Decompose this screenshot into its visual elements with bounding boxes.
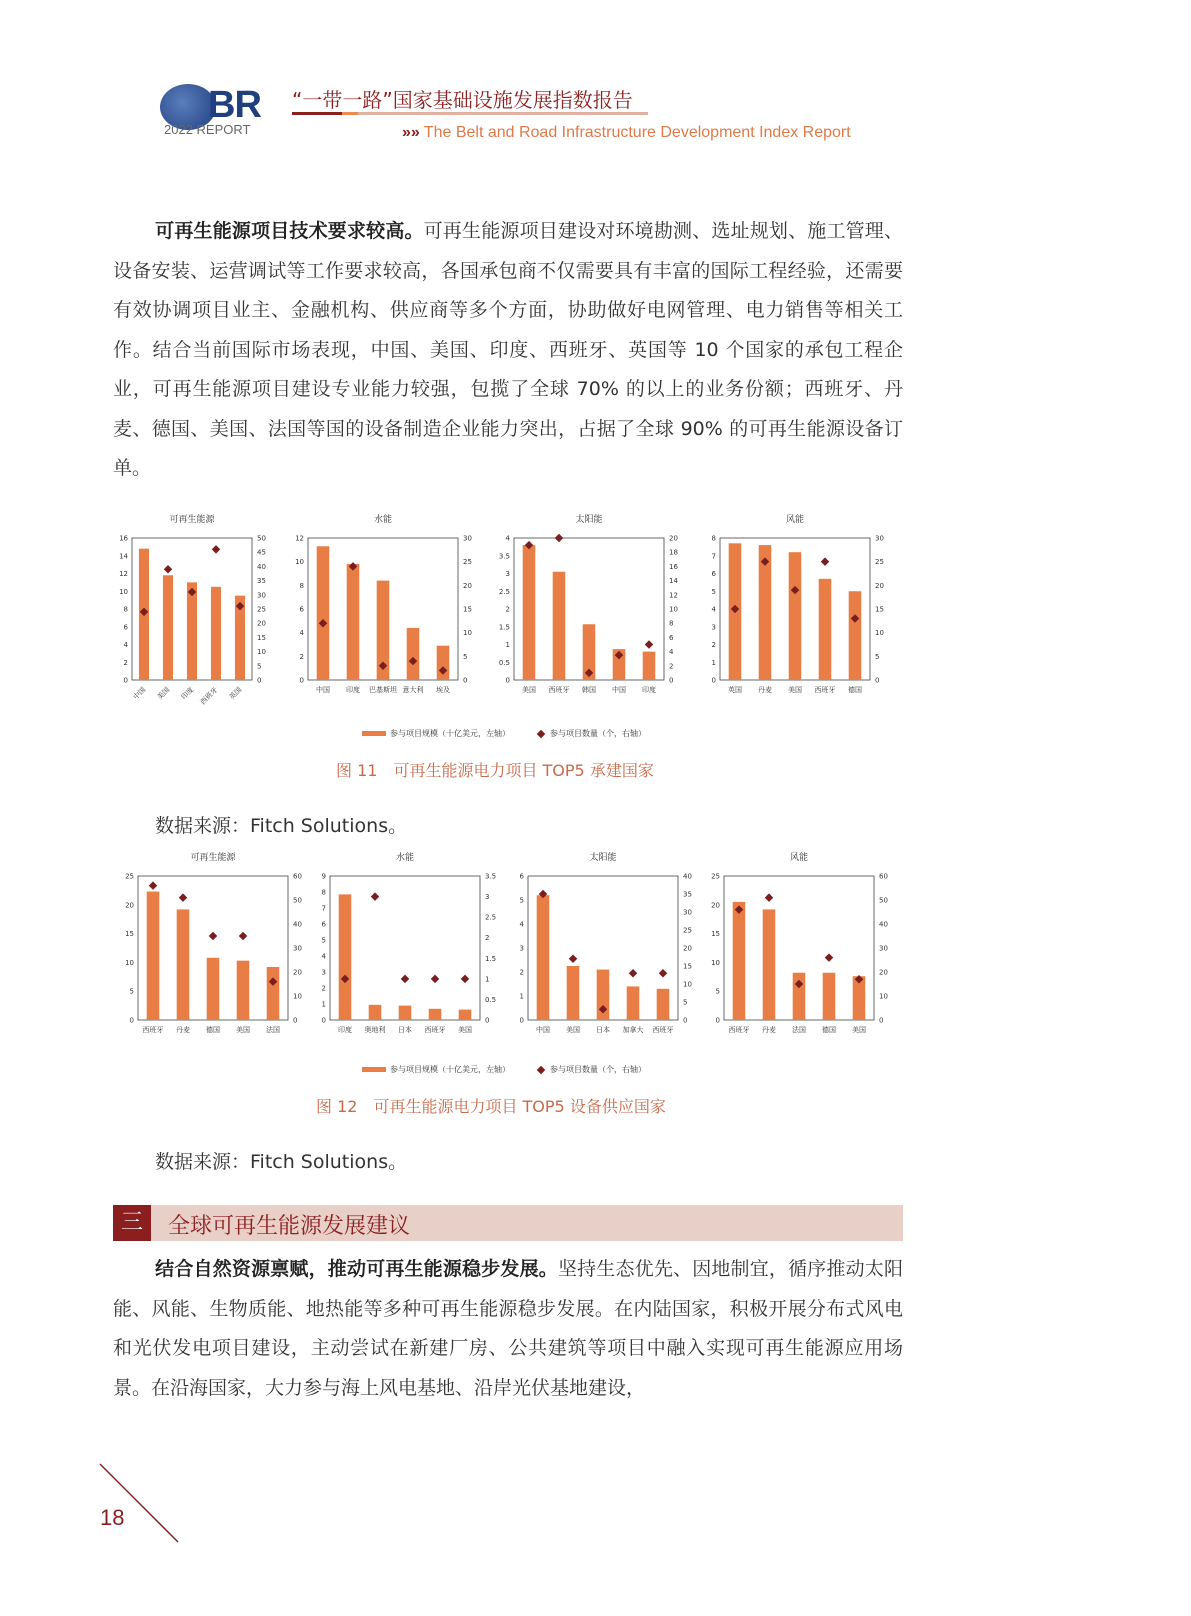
y-tick-label: 1.5: [498, 623, 510, 632]
bar: [567, 966, 580, 1020]
point-marker: [555, 534, 563, 542]
y2-tick-label: 15: [875, 605, 884, 614]
y-tick-label: 0.5: [498, 658, 510, 667]
y2-tick-label: 30: [257, 591, 266, 600]
y2-tick-label: 20: [879, 968, 888, 977]
x-tick-label: 英国: [227, 685, 244, 702]
y2-tick-label: 20: [463, 581, 472, 590]
bar: [207, 958, 220, 1020]
x-tick-label: 加拿大: [622, 1026, 644, 1034]
y-tick-label: 8: [321, 888, 326, 897]
y2-tick-label: 35: [257, 577, 266, 586]
y2-tick-label: 25: [875, 558, 884, 567]
x-tick-label: 日本: [596, 1026, 610, 1034]
y2-tick-label: 35: [683, 890, 692, 899]
bar: [339, 894, 352, 1020]
point-marker: [209, 932, 217, 940]
x-tick-label: 美国: [566, 1026, 580, 1034]
x-tick-label: 印度: [346, 686, 360, 694]
y2-tick-label: 1.5: [485, 954, 497, 963]
y2-tick-label: 5: [683, 998, 688, 1007]
point-marker: [569, 955, 577, 963]
corner-diagonal-line: [98, 1462, 182, 1544]
x-tick-label: 美国: [236, 1026, 250, 1034]
y-tick-label: 2: [519, 968, 524, 977]
y-tick-label: 0: [123, 676, 128, 685]
y-tick-label: 8: [711, 534, 716, 543]
x-tick-label: 德国: [848, 686, 862, 694]
bar: [657, 989, 670, 1020]
point-marker: [239, 932, 247, 940]
y-tick-label: 3.5: [498, 552, 510, 561]
chart-title: 可再生能源: [190, 853, 236, 863]
y2-tick-label: 60: [879, 872, 888, 881]
x-tick-label: 埃及: [436, 686, 450, 694]
y2-tick-label: 1: [485, 975, 490, 984]
y-tick-label: 7: [321, 904, 326, 913]
x-tick-label: 英国: [728, 686, 742, 694]
title-underline-accent-orange: [342, 112, 358, 115]
x-tick-label: 法国: [266, 1026, 280, 1034]
chart-title: 太阳能: [589, 853, 617, 863]
x-tick-label: 美国: [522, 686, 536, 694]
y-tick-label: 5: [321, 936, 326, 945]
y2-tick-label: 20: [875, 581, 884, 590]
y-tick-label: 25: [711, 872, 720, 881]
point-marker: [765, 893, 773, 901]
y2-tick-label: 6: [669, 633, 674, 642]
bar: [627, 986, 640, 1020]
legend-bar-swatch: [362, 731, 386, 736]
y-tick-label: 6: [299, 605, 304, 614]
y-tick-label: 9: [321, 872, 326, 881]
y-tick-label: 0: [715, 1016, 720, 1025]
legend-point-label: 参与项目数量（个，右轴）: [550, 1065, 646, 1074]
y2-tick-label: 60: [293, 872, 302, 881]
legend-fig11: [362, 728, 646, 739]
y2-tick-label: 20: [669, 534, 678, 543]
x-tick-label: 韩国: [582, 686, 596, 694]
source-1: 数据来源：Fitch Solutions。: [155, 815, 408, 837]
chart-title: 风能: [789, 853, 809, 863]
y-tick-label: 3: [505, 570, 510, 578]
legend-point-swatch: [537, 1065, 545, 1073]
chart-fig12-renewable: [118, 850, 318, 1054]
legend-bar-label: 参与项目规模（十亿美元，左轴）: [390, 1065, 510, 1074]
chart-fig11-hydro: [288, 512, 488, 716]
x-tick-label: 德国: [206, 1026, 220, 1034]
y-tick-label: 0: [505, 676, 510, 685]
y2-tick-label: 40: [879, 920, 888, 929]
chart-title: 风能: [785, 515, 805, 525]
y-tick-label: 8: [123, 605, 128, 614]
x-tick-label: 西班牙: [814, 686, 836, 694]
section-title: 全球可再生能源发展建议: [168, 1214, 411, 1239]
y2-tick-label: 15: [683, 962, 692, 971]
y2-tick-label: 10: [293, 992, 302, 1001]
x-tick-label: 西班牙: [728, 1026, 750, 1034]
y2-tick-label: 10: [875, 629, 884, 638]
y-tick-label: 2: [123, 658, 128, 667]
y-tick-label: 4: [505, 534, 510, 543]
bar: [317, 546, 330, 680]
x-tick-label: 西班牙: [198, 685, 220, 707]
plot-frame: [330, 876, 480, 1020]
y2-tick-label: 30: [293, 944, 302, 953]
x-tick-label: 美国: [155, 685, 172, 702]
bar: [643, 652, 656, 680]
y2-tick-label: 0: [257, 676, 262, 685]
y-tick-label: 2: [505, 605, 510, 614]
y2-tick-label: 10: [683, 980, 692, 989]
bar: [537, 895, 550, 1020]
y-tick-label: 6: [519, 872, 524, 881]
y2-tick-label: 30: [875, 534, 884, 543]
y2-tick-label: 50: [879, 896, 888, 905]
report-logo: [158, 82, 270, 138]
bar: [429, 1009, 442, 1020]
point-marker: [431, 975, 439, 983]
point-marker: [659, 969, 667, 977]
y-tick-label: 1: [321, 1000, 326, 1009]
x-tick-label: 丹麦: [176, 1026, 190, 1034]
y2-tick-label: 0: [485, 1016, 490, 1025]
x-tick-label: 西班牙: [652, 1026, 674, 1034]
y2-tick-label: 5: [463, 652, 468, 661]
bar: [733, 902, 746, 1020]
y-tick-label: 2: [711, 641, 716, 649]
x-tick-label: 日本: [398, 1026, 412, 1034]
y-tick-label: 20: [711, 901, 720, 910]
y-tick-label: 0: [519, 1016, 524, 1025]
chart-fig11-wind: [700, 512, 900, 716]
y2-tick-label: 40: [293, 920, 302, 929]
y-tick-label: 6: [123, 623, 128, 632]
logo-text: BR: [208, 84, 261, 126]
y2-tick-label: 10: [463, 629, 472, 638]
x-tick-label: 中国: [612, 686, 626, 694]
bar: [399, 1006, 412, 1020]
y2-tick-label: 3.5: [485, 872, 497, 881]
y-tick-label: 15: [125, 930, 134, 939]
x-tick-label: 美国: [458, 1026, 472, 1034]
report-title: “一带一路”国家基础设施发展指数报告: [292, 88, 633, 112]
point-marker: [149, 881, 157, 889]
y-tick-label: 5: [715, 987, 720, 996]
y-tick-label: 4: [123, 641, 128, 649]
y2-tick-label: 3: [485, 893, 490, 902]
logo-year: 2022 REPORT: [164, 122, 251, 137]
y2-tick-label: 16: [669, 562, 678, 571]
y2-tick-label: 2.5: [485, 913, 497, 922]
y-tick-label: 2: [321, 984, 326, 993]
point-marker: [212, 545, 220, 553]
y2-tick-label: 50: [257, 534, 266, 543]
y-tick-label: 1: [711, 658, 716, 667]
y-tick-label: 0: [321, 1016, 326, 1025]
page-number: 18: [100, 1505, 125, 1530]
y2-tick-label: 15: [463, 605, 472, 614]
legend-fig12: [362, 1064, 646, 1075]
y2-tick-label: 10: [669, 605, 678, 614]
figure-12-caption: 图 12 可再生能源电力项目 TOP5 设备供应国家: [316, 1097, 666, 1116]
y2-tick-label: 20: [683, 944, 692, 953]
legend-point-swatch: [537, 729, 545, 737]
y-tick-label: 10: [295, 558, 304, 567]
y-tick-label: 20: [125, 901, 134, 910]
section-number: 三: [113, 1205, 151, 1241]
y-tick-label: 10: [125, 958, 134, 967]
chart-fig11-renewable: [112, 512, 282, 716]
bar: [407, 628, 420, 680]
bar: [819, 579, 832, 680]
y-tick-label: 5: [711, 587, 716, 596]
chart-title: 可再生能源: [169, 515, 215, 525]
y-tick-label: 3: [321, 968, 326, 977]
y-tick-label: 12: [119, 570, 128, 578]
y2-tick-label: 0: [463, 676, 468, 685]
y2-tick-label: 18: [669, 548, 678, 557]
y2-tick-label: 30: [683, 908, 692, 917]
chart-title: 水能: [395, 853, 415, 863]
y2-tick-label: 8: [669, 619, 674, 628]
y2-tick-label: 30: [879, 944, 888, 953]
bar: [849, 591, 862, 680]
y2-tick-label: 0: [875, 676, 880, 685]
y2-tick-label: 15: [257, 633, 266, 642]
x-tick-label: 西班牙: [548, 686, 570, 694]
chart-fig12-hydro: [310, 850, 510, 1054]
y2-tick-label: 4: [669, 648, 674, 657]
y2-tick-label: 14: [669, 577, 678, 586]
y-tick-label: 1: [519, 992, 524, 1001]
y-tick-label: 12: [295, 534, 304, 543]
y2-tick-label: 45: [257, 548, 266, 557]
bar: [187, 582, 197, 680]
paragraph-1: [113, 212, 903, 489]
chart-fig12-solar: [508, 850, 708, 1054]
y2-tick-label: 0: [293, 1016, 298, 1025]
y2-tick-label: 12: [669, 591, 678, 600]
y2-tick-label: 20: [257, 619, 266, 628]
figure-11-caption: 图 11 可再生能源电力项目 TOP5 承建国家: [336, 761, 654, 780]
y-tick-label: 14: [119, 552, 128, 561]
y2-tick-label: 25: [683, 926, 692, 935]
y-tick-label: 0: [711, 676, 716, 685]
y-tick-label: 4: [321, 952, 326, 961]
x-tick-label: 法国: [792, 1026, 806, 1034]
point-marker: [821, 557, 829, 565]
point-marker: [164, 565, 172, 573]
y-tick-label: 7: [711, 552, 716, 561]
bar: [211, 587, 221, 680]
point-marker: [629, 969, 637, 977]
y-tick-label: 6: [321, 920, 326, 929]
y-tick-label: 25: [125, 872, 134, 881]
y2-tick-label: 20: [293, 968, 302, 977]
y-tick-label: 6: [711, 570, 716, 578]
x-tick-label: 印度: [642, 686, 656, 694]
y2-tick-label: 0: [669, 676, 674, 685]
legend-bar-label: 参与项目规模（十亿美元，左轴）: [390, 729, 510, 738]
bar: [789, 552, 802, 680]
y-tick-label: 4: [299, 629, 304, 638]
paragraph-1-text: 可再生能源项目建设对环境勘测、选址规划、施工管理、设备安装、运营调试等工作要求较高，各国承包商不仅需要具有丰富的国际工程经验，还需要有效协调项目业主、金融机构、供应商等多个方面，协助做好电网管理、电力销售等相关工作。结合当前国际市场表现，中国、美国、印度、西班牙、英国等 10 个国家的承包工程企业，可再生能源项目建设专业能力较强，包揽了全球 70% 的以上的业务份额；西班牙、丹麦、德国、美国、法国等国的设备制造企业能力突出，占据了全球 90% 的可再生能源设备订单。: [113, 220, 903, 479]
bar: [523, 545, 536, 680]
y2-tick-label: 0: [879, 1016, 884, 1025]
y-tick-label: 15: [711, 930, 720, 939]
y-tick-label: 1: [505, 641, 510, 649]
y2-tick-label: 40: [683, 872, 692, 881]
point-marker: [461, 975, 469, 983]
y2-tick-label: 40: [257, 562, 266, 571]
point-marker: [825, 953, 833, 961]
bar: [553, 572, 566, 680]
y2-tick-label: 10: [879, 992, 888, 1001]
y-tick-label: 8: [299, 581, 304, 590]
y2-tick-label: 0: [683, 1016, 688, 1025]
y2-tick-label: 25: [257, 605, 266, 614]
y-tick-label: 4: [519, 920, 524, 929]
x-tick-label: 意大利: [402, 686, 424, 694]
bar: [369, 1005, 382, 1020]
y-tick-label: 3: [711, 623, 716, 632]
y-tick-label: 5: [519, 896, 524, 905]
paragraph-2-text: 坚持生态优先、因地制宜，循序推动太阳能、风能、生物质能、地热能等多种可再生能源稳步发展。在内陆国家，积极开展分布式风电和光伏发电项目建设，主动尝试在新建厂房、公共建筑等项目中融入实现可再生能源应用场景。在沿海国家，大力参与海上风电基地、沿岸光伏基地建设，: [113, 1258, 903, 1399]
x-tick-label: 美国: [788, 686, 802, 694]
y-tick-label: 2.5: [498, 587, 510, 596]
x-tick-label: 西班牙: [424, 1026, 446, 1034]
bar: [147, 892, 160, 1020]
x-tick-label: 丹麦: [762, 1026, 776, 1034]
y-tick-label: 0: [129, 1016, 134, 1025]
bar: [823, 973, 836, 1020]
bar: [267, 967, 280, 1020]
x-tick-label: 巴基斯坦: [369, 686, 397, 694]
chart-fig12-wind: [704, 850, 904, 1054]
y2-tick-label: 50: [293, 896, 302, 905]
y2-tick-label: 25: [463, 558, 472, 567]
y2-tick-label: 2: [669, 662, 674, 671]
point-marker: [371, 892, 379, 900]
y2-tick-label: 2: [485, 934, 490, 943]
y-tick-label: 5: [129, 987, 134, 996]
bar: [347, 564, 360, 680]
title-underline-accent: [292, 112, 342, 115]
bar: [237, 961, 250, 1020]
x-tick-label: 美国: [852, 1026, 866, 1034]
y-tick-label: 2: [299, 652, 304, 661]
legend-point-label: 参与项目数量（个，右轴）: [550, 729, 646, 738]
y-tick-label: 16: [119, 534, 128, 543]
bar: [763, 909, 776, 1020]
paragraph-1-lead: 可再生能源项目技术要求较高。: [155, 220, 424, 242]
y-tick-label: 3: [519, 944, 524, 953]
bar: [459, 1010, 472, 1020]
x-tick-label: 中国: [131, 685, 148, 702]
source-2: 数据来源：Fitch Solutions。: [155, 1151, 408, 1173]
chart-title: 太阳能: [575, 515, 603, 525]
bar: [163, 575, 173, 680]
x-tick-label: 中国: [316, 686, 330, 694]
legend-bar-swatch: [362, 1067, 386, 1072]
paragraph-2: [113, 1250, 903, 1408]
x-tick-label: 印度: [179, 685, 196, 702]
y-tick-label: 10: [119, 587, 128, 596]
x-tick-label: 奥地利: [364, 1026, 386, 1034]
point-marker: [645, 640, 653, 648]
point-marker: [401, 975, 409, 983]
y2-tick-label: 5: [257, 662, 262, 671]
double-chevron-icon: »»: [402, 124, 420, 141]
chart-title: 水能: [373, 515, 393, 525]
x-tick-label: 中国: [536, 1026, 550, 1034]
report-subtitle: [402, 124, 851, 142]
x-tick-label: 丹麦: [758, 686, 772, 694]
y-tick-label: 4: [711, 605, 716, 614]
x-tick-label: 印度: [338, 1026, 352, 1034]
y2-tick-label: 5: [875, 652, 880, 661]
point-marker: [179, 893, 187, 901]
x-tick-label: 西班牙: [142, 1026, 164, 1034]
bar: [437, 646, 450, 680]
x-tick-label: 德国: [822, 1026, 836, 1034]
y-tick-label: 10: [711, 958, 720, 967]
y2-tick-label: 0.5: [485, 995, 497, 1004]
y2-tick-label: 10: [257, 648, 266, 657]
chart-fig11-solar: [494, 512, 694, 716]
y-tick-label: 0: [299, 676, 304, 685]
y2-tick-label: 30: [463, 534, 472, 543]
bar: [177, 909, 190, 1020]
paragraph-2-lead: 结合自然资源禀赋，推动可再生能源稳步发展。: [155, 1258, 558, 1280]
report-subtitle-text: The Belt and Road Infrastructure Development Index Report: [423, 124, 851, 141]
